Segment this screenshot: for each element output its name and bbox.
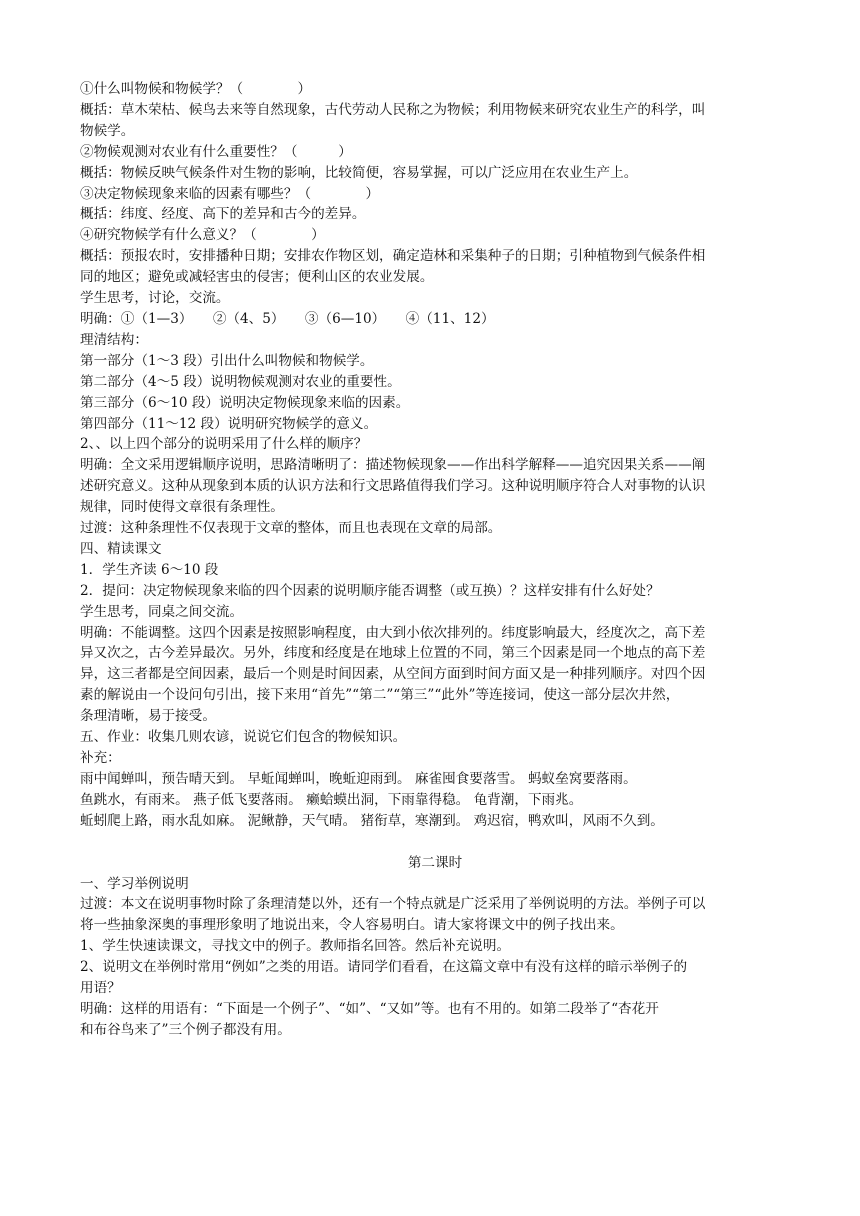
text-line: 2．提问：决定物候现象来临的四个因素的说明顺序能否调整（或互换）？这样安排有什么好处？ <box>80 582 660 599</box>
text-line: ②物候观测对农业有什么重要性？（ ） <box>80 143 352 160</box>
text-line: 过渡：本文在说明事物时除了条理清楚以外，还有一个特点就是广泛采用了举例说明的方法。举例子可以 <box>80 896 706 913</box>
text-line: 概括：预报农时，安排播种日期；安排农作物区划，确定造林和采集种子的日期；引种植物到气候条件相 <box>80 248 706 265</box>
text-line: 素的解说由一个设问句引出，接下来用“首先”“第二”“第三”“此外”等连接词，使这一部分层次井然， <box>80 687 680 704</box>
text-line: 和布谷鸟来了”三个例子都没有用。 <box>80 1021 291 1038</box>
text-line: 异，这三者都是空间因素，最后一个则是时间因素，从空间方面到时间方面又是一种排列顺序。对四个因 <box>80 666 706 683</box>
text-line: 明确：①（1—3） ②（4、5） ③（6—10） ④（11、12） <box>80 310 495 327</box>
text-line: 异又次之，古今差异最次。另外，纬度和经度是在地球上位置的不同，第三个因素是同一个地点的高下差 <box>80 645 706 662</box>
text-line: 第二部分（4～5 段）说明物候观测对农业的重要性。 <box>80 373 401 390</box>
text-line: 明确：全文采用逻辑顺序说明，思路清晰明了：描述物候现象——作出科学解释——追究因果关系——阐 <box>80 457 706 474</box>
text-line: 第三部分（6～10 段）说明决定物候现象来临的因素。 <box>80 394 410 411</box>
text-line: 条理清晰，易于接受。 <box>80 708 216 725</box>
text-line: 规律，同时使得文章很有条理性。 <box>80 499 284 516</box>
text-line: 述研究意义。这种从现象到本质的认识方法和行文思路值得我们学习。这种说明顺序符合人对事物的认识 <box>80 478 706 495</box>
text-line: 将一些抽象深奥的事理形象明了地说出来，令人容易明白。请大家将课文中的例子找出来。 <box>80 917 624 934</box>
text-line: 一、学习举例说明 <box>80 875 189 892</box>
text-line: ④研究物候学有什么意义？（ ） <box>80 227 325 244</box>
proverb-line: 鱼跳水，有雨来。 燕子低飞要落雨。 癞蛤蟆出洞，下雨靠得稳。 龟背潮，下雨兆。 <box>80 791 583 808</box>
text-line: 明确：这样的用语有：“下面是一个例子”、“如”、“又如”等。也有不用的。如第二段举了“杏花开 <box>80 1000 659 1017</box>
text-line: 四、精读课文 <box>80 540 162 557</box>
text-line: 理清结构： <box>80 331 148 348</box>
document-page <box>80 79 790 1041</box>
text-line: ③决定物候现象来临的因素有哪些？（ ） <box>80 185 380 202</box>
text-line: 2、、以上四个部分的说明采用了什么样的顺序？ <box>80 436 368 453</box>
lesson-part-1 <box>80 79 790 832</box>
text-line: 物候学。 <box>80 122 135 139</box>
text-line: 2、说明文在举例时常用“例如”之类的用语。请同学们看看，在这篇文章中有没有这样的暗示举例子的 <box>80 959 688 976</box>
text-line: 学生思考，讨论，交流。 <box>80 290 230 307</box>
text-line: 第四部分（11～12 段）说明研究物候学的意义。 <box>80 415 378 432</box>
text-line: 用语？ <box>80 980 121 997</box>
text-line: 过渡：这种条理性不仅表现于文章的整体，而且也表现在文章的局部。 <box>80 520 502 537</box>
text-line: 明确：不能调整。这四个因素是按照影响程度，由大到小依次排列的。纬度影响最大，经度次之，高下差 <box>80 624 706 641</box>
text-line: 第一部分（1～3 段）引出什么叫物候和物候学。 <box>80 352 374 369</box>
text-line: 1．学生齐读 6～10 段 <box>80 561 219 578</box>
section-title: 第二课时 <box>407 854 463 871</box>
text-line: 1、学生快速读课文，寻找文中的例子。教师指名回答。然后补充说明。 <box>80 938 511 955</box>
text-line: 概括：纬度、经度、高下的差异和古今的差异。 <box>80 206 366 223</box>
text-line: 补充： <box>80 750 121 766</box>
proverb-line: 雨中闻蝉叫，预告晴天到。 早蚯闻蝉叫，晚蚯迎雨到。 麻雀囤食要落雪。 蚂蚁垒窝要落雨。 <box>80 770 637 787</box>
text-line: ①什么叫物候和物候学？（ ） <box>80 81 312 97</box>
text-line: 概括：物候反映气候条件对生物的影响，比较简便，容易掌握，可以广泛应用在农业生产上。 <box>80 164 638 181</box>
lesson-part-2 <box>80 874 790 1041</box>
text-line: 五、作业：收集几则农谚，说说它们包含的物候知识。 <box>80 729 407 746</box>
text-line: 概括：草木荣枯、候鸟去来等自然现象，古代劳动人民称之为物候；利用物候来研究农业生产的科学，叫 <box>80 101 706 118</box>
text-line: 同的地区；避免或减轻害虫的侵害；便利山区的农业发展。 <box>80 269 434 286</box>
proverb-line: 蚯蚓爬上路，雨水乱如麻。 泥鳅静，天气晴。 猪衔草，寒潮到。 鸡迟宿，鸭欢叫，风雨不久到。 <box>80 812 664 829</box>
text-line: 学生思考，同桌之间交流。 <box>80 603 244 620</box>
